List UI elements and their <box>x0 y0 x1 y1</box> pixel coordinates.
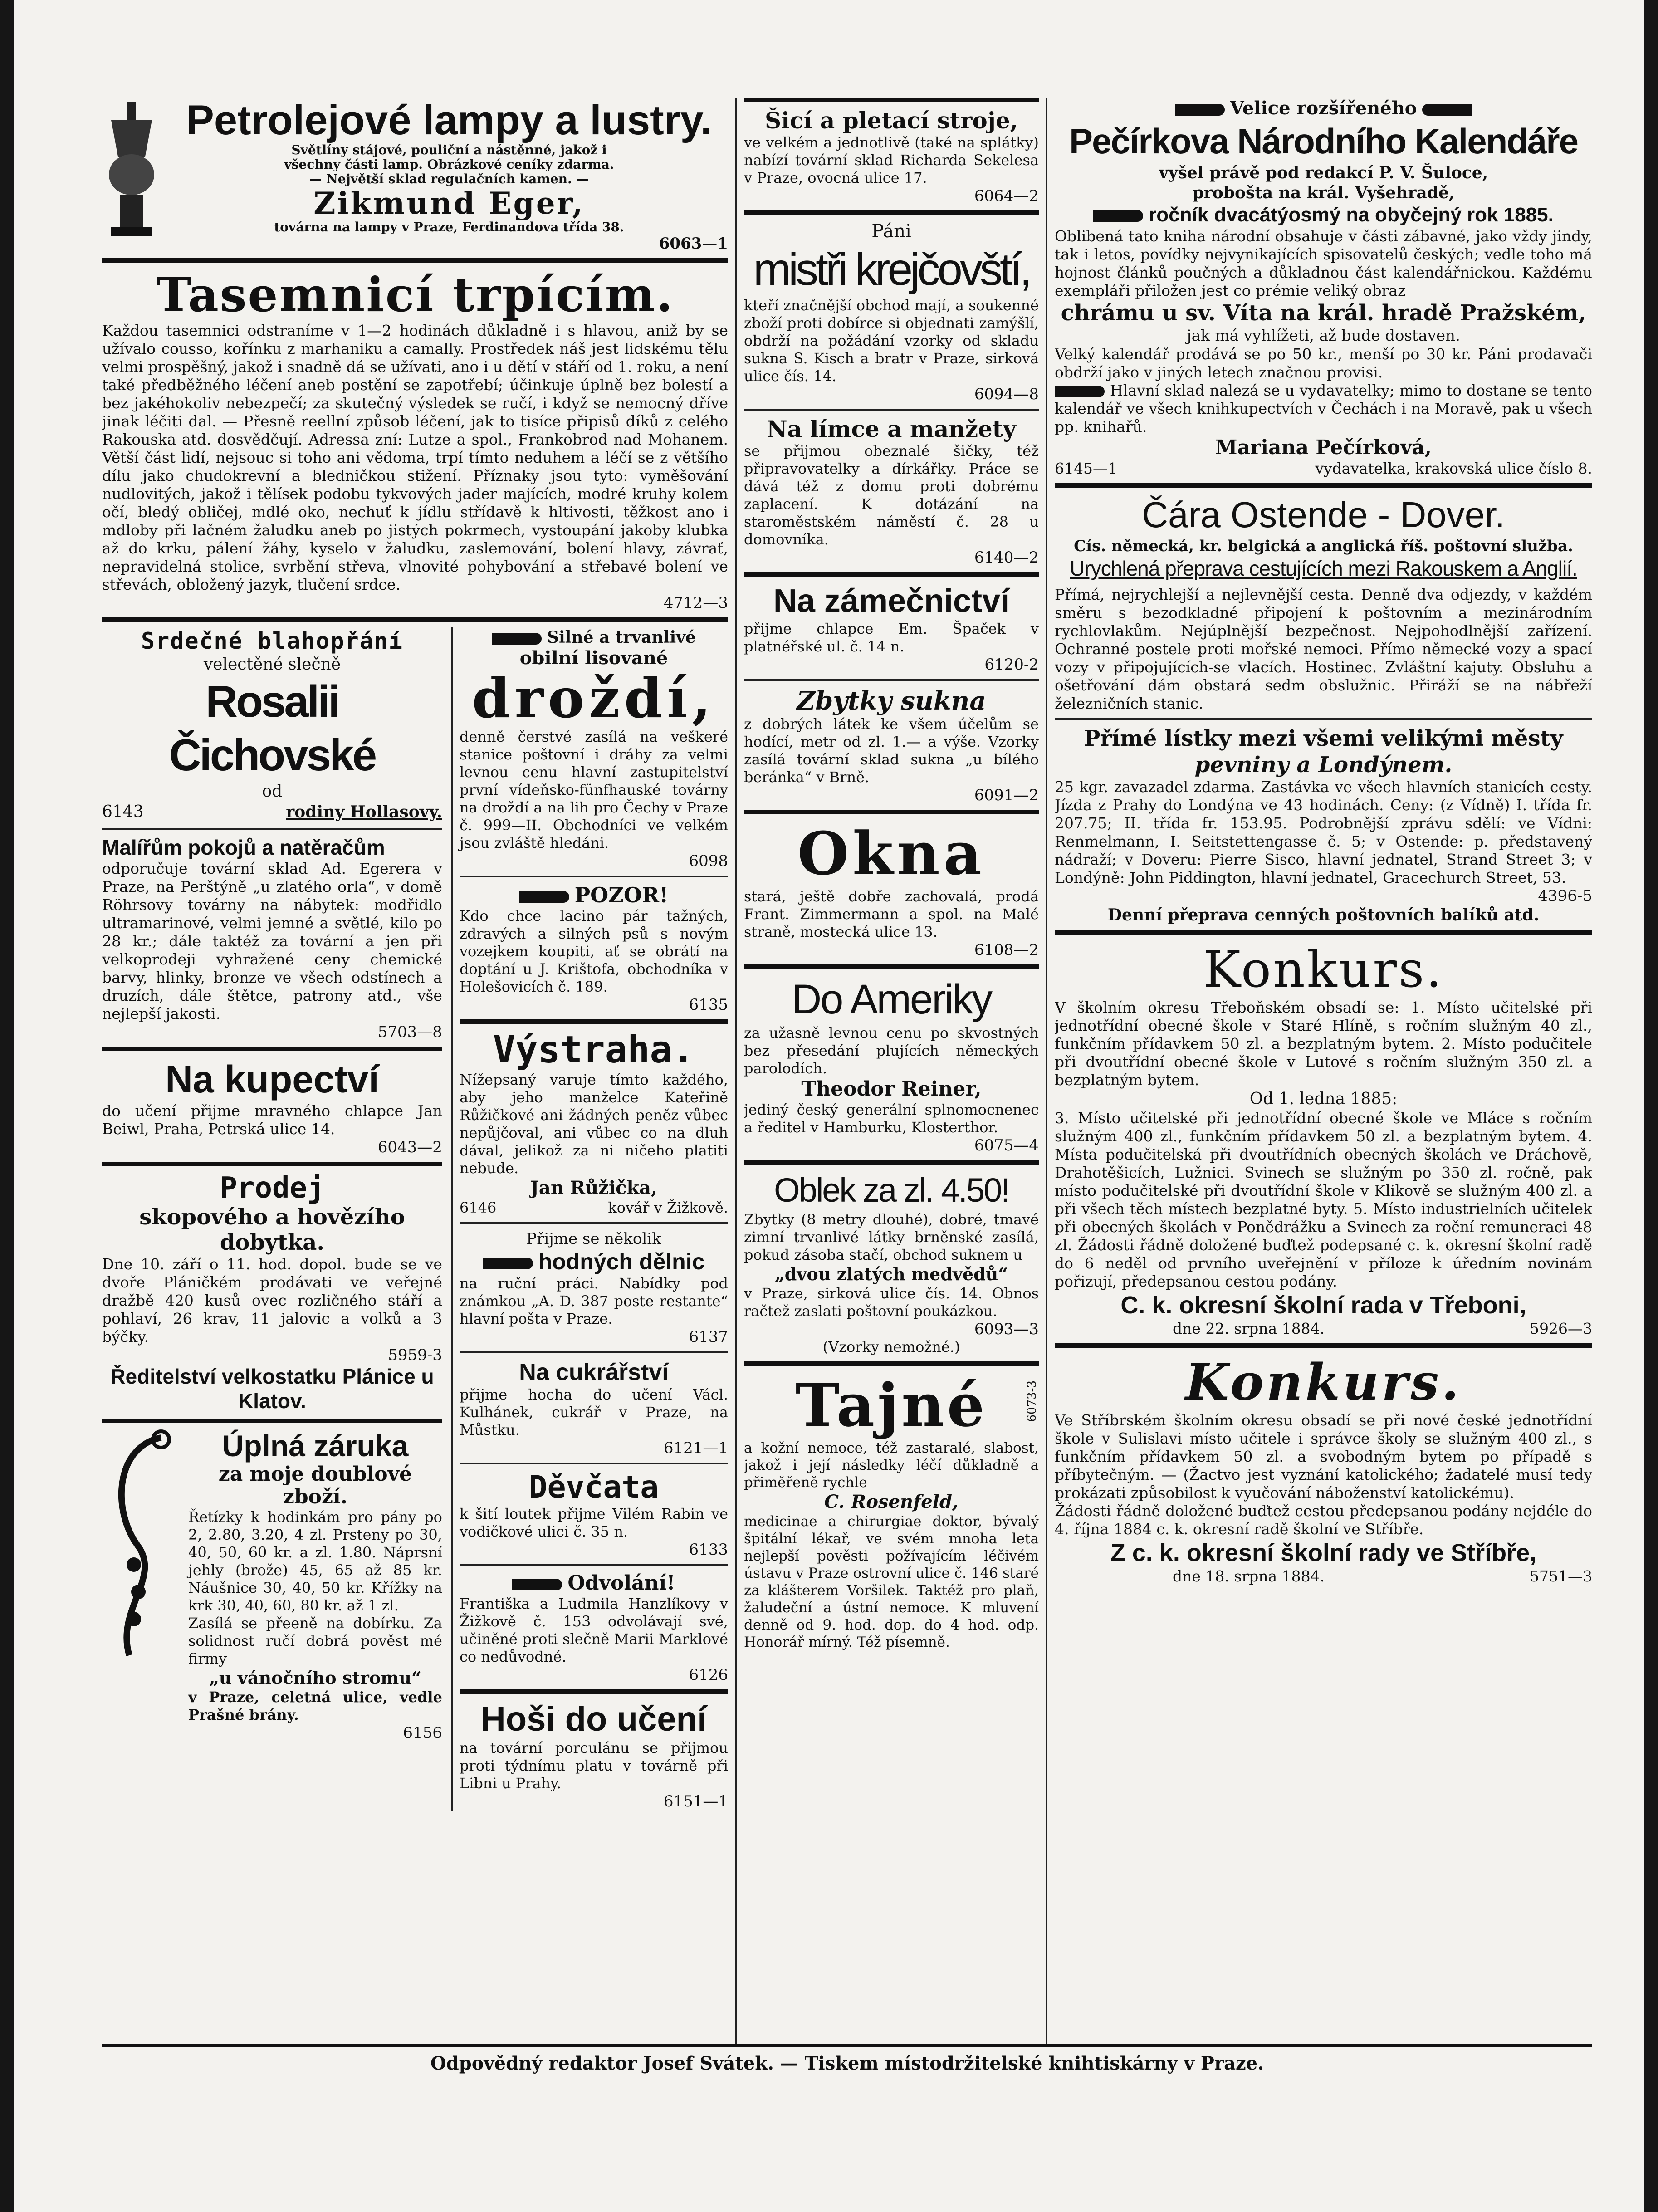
ad-text: Silné a trvanlivé <box>547 628 696 647</box>
ad-body: do učení přijme mravného chlapce Jan Beiwl, Praha, Petrská ulice 14. <box>102 1102 442 1138</box>
ad-body: na tovární porculánu se přijmou proti týdnímu platu v továrně při Libni u Prahy. <box>459 1739 728 1792</box>
pointing-hand-icon <box>1422 104 1472 116</box>
ad-title: Na zámečnictví <box>773 583 1010 619</box>
ad-signature: rodiny Hollasovy. <box>286 803 442 822</box>
ad-body: Františka a Ludmila Hanzlíkovy v Žižkově č. 153 odvolávají své, učiněné proti slečně Marii Marklové co nedůvodné. <box>459 1595 728 1665</box>
ad-body: z dobrých látek ke všem účelům se hodící, metr od zl. 1.— a výše. Vzorky zasílá tovární sklad sukna „u bílého beránka“ v Brně. <box>744 715 1039 786</box>
ad-krejcovsti <box>744 220 1039 403</box>
ad-tasemnice <box>102 268 728 612</box>
pointing-hand-icon <box>1093 210 1143 222</box>
ad-body: stará, ještě dobře zachovalá, prodá Frant. Zimmermann a spol. na Malé straně, mostecká ulice 13. <box>744 888 1039 940</box>
ad-zbytky-sukna <box>744 686 1039 804</box>
ad-text: probošta na král. Vyšehradě, <box>1192 183 1455 202</box>
ad-text: Páni <box>871 221 911 242</box>
ad-name: Theodor Reiner, <box>801 1077 982 1101</box>
ad-title: Šicí a pletací stroje, <box>764 107 1018 134</box>
ad-oblek <box>744 1170 1039 1356</box>
column-rule <box>735 98 737 2046</box>
ad-title: Na kupectví <box>165 1058 379 1101</box>
ad-signature: Z c. k. okresní školní rady ve Stříbře, <box>1110 1539 1537 1566</box>
ad-subtitle: pevniny a Londýnem. <box>1194 752 1453 778</box>
ad-eger <box>102 98 728 253</box>
ad-title: Na cukrářství <box>519 1359 669 1385</box>
ad-title: mistři krejčovští, <box>753 244 1030 295</box>
ad-body: 3. Místo učitelské při jednotřídní obecné škole ve Mláce s ročním služným 400 zl., funkčním přídavkem 50 zl. a bezplatným bytem. 4. Místa podučitelská při dvoutřídních obecných školách ve Dráchově, Drahotěšicích, Lužnici. Svinech se služným po 350 zl. ročně, pak místo podučitelské při dvoutřídní škole v Klikově se služným 400 zl. a při všech těch místech bezplatné byty. 5. Místo industrielních učitelek při obecných školách v Ponědrážku a Svinech za roční remuneraci 48 zl. Žádosti řádně doložené buďtež podepsané c. k. okresní školní radě do 6 neděl od prvního uveřejnění v příloze k úředním novinám pořizují, předepsanou cestou podány. <box>1055 1109 1592 1290</box>
ad-amerika <box>744 974 1039 1155</box>
ad-hosi <box>460 1699 728 1811</box>
column-rule <box>1046 98 1047 2046</box>
ad-text: ročník dvacátýosmý na obyčejný rok 1885. <box>1149 204 1554 226</box>
ad-title: POZOR! <box>574 883 669 907</box>
ad-konkurs-trebon <box>1055 940 1592 1338</box>
ad-zamecnictvi <box>744 582 1039 674</box>
ad-title: Úplná záruka <box>222 1429 409 1463</box>
ad-ref: 6135 <box>689 996 728 1014</box>
ad-kalendar <box>1055 98 1592 478</box>
ad-firm: „u vánočního stromu“ <box>209 1668 421 1688</box>
ad-ref: 4712—3 <box>663 594 728 612</box>
ad-ref: 6075—4 <box>974 1136 1039 1155</box>
divider <box>744 810 1039 814</box>
ad-body: a kožní nemoce, též zastaralé, slabost, jakož i její následky léčí důkladně a přiměřeně rychle <box>744 1440 1039 1491</box>
ad-title: Čára Ostende - Dover. <box>1142 494 1505 535</box>
ad-devcata <box>460 1470 728 1559</box>
divider <box>744 210 1039 215</box>
ad-prodej <box>102 1172 442 1413</box>
ad-note: (Vzorky nemožné.) <box>822 1338 960 1356</box>
ad-text: všechny části lamp. Obrázkové ceníky zdarma. <box>284 157 614 172</box>
ad-name: Jan Růžička, <box>530 1177 657 1199</box>
divider <box>102 1162 442 1166</box>
ad-title: hodných dělnic <box>538 1249 705 1274</box>
pointing-hand-icon <box>483 1258 533 1269</box>
page-edge-left <box>0 0 14 2212</box>
ad-body: V školním okresu Třeboňském obsadí se: 1. Místo učitelské při jednotřídní obecné škole v Staré Hlíně, s ročním služným 40 zl., funkčním přídavkem 50 zl. a bezplatným bytem. 2. Místo podučitele při dvoutřídní obecné škole v Lutové s ročním služným 350 zl. a bezplatným bytem. <box>1055 998 1592 1089</box>
ad-body: se přijmou obeznalé šičky, též připravovatelky a dírkářky. Práce se dává též z domu proti dobrému zaplacení. K dotázání na staroměstském náměstí č. 28 u domovníka. <box>744 442 1039 548</box>
ad-ref: 6143 <box>102 803 144 821</box>
ad-title: Prodej <box>220 1171 325 1205</box>
ad-ref: 6063—1 <box>659 235 728 253</box>
divider <box>460 1351 728 1353</box>
ad-ref: 5959-3 <box>388 1346 442 1364</box>
ad-title: Konkurs. <box>1185 1353 1462 1411</box>
ad-signature: kovář v Žižkově. <box>608 1199 728 1216</box>
ad-title: Do Ameriky <box>791 976 992 1023</box>
divider <box>102 1419 442 1423</box>
ad-title: Okna <box>797 819 986 888</box>
ad-ref: 5751—3 <box>1530 1567 1592 1585</box>
ad-drozdi <box>460 627 728 870</box>
ad-signature: C. k. okresní školní rada v Třeboni, <box>1120 1292 1526 1319</box>
divider <box>460 1689 728 1694</box>
ad-date: dne 22. srpna 1884. <box>1173 1320 1325 1337</box>
ad-body: Kdo chce lacino pár tažných, zdravých a silných psů s novým vozejkem koupiti, ať se obrátí na doptání u J. Krištofa, obchodníka v Holešovicích č. 189. <box>459 907 728 995</box>
ad-konkurs-stribro <box>1055 1353 1592 1586</box>
pointing-hand-icon <box>519 891 569 903</box>
ad-text: obilní lisované <box>519 647 668 669</box>
ad-ref: 6126 <box>689 1666 728 1684</box>
ad-ref: 6043—2 <box>377 1138 442 1156</box>
ad-text: velectěné slečně <box>203 655 341 674</box>
ad-title: droždí, <box>472 666 716 730</box>
divider <box>102 258 728 263</box>
divider <box>460 1564 728 1566</box>
ad-subtitle: Přímé lístky mezi všemi velikými městy <box>1084 726 1563 751</box>
ad-name: Rosalii Čichovské <box>169 676 376 780</box>
ad-text: vyšel právě pod redakcí P. V. Šuloce, <box>1159 163 1488 182</box>
ad-subtitle: za moje doublové zboží. <box>218 1463 412 1508</box>
ad-ref: 6156 <box>403 1724 442 1742</box>
ad-zaruka <box>102 1429 442 1742</box>
ad-limce <box>744 416 1039 567</box>
column-middle <box>744 98 1039 2046</box>
divider <box>1055 930 1592 935</box>
ad-ref: 6064—2 <box>974 187 1039 205</box>
ad-body: Hlavní sklad nalezá se u vydavatelky; mimo to dostane se tento kalendář ve všech knihkupectvích v Čechách i na Moravě, pak u všech pp. knihařů. <box>1055 382 1592 436</box>
column-left <box>102 98 728 2046</box>
ad-ref: 4396-5 <box>1538 887 1592 905</box>
divider <box>460 1019 728 1024</box>
divider <box>460 876 728 877</box>
ad-text: Světlíny stájové, pouliční a nástěnné, jakož i <box>291 142 607 157</box>
ad-body: Nížepsaný varuje tímto každého, aby jeho manželce Kateřině Růžičkové ani žádných peněz vůbec nepůjčoval, ani vůbec co na dluh dával, jelikož za ni ničeho platiti nebude. <box>459 1071 728 1177</box>
ad-title: Výstraha. <box>493 1028 695 1072</box>
ad-body: Dne 10. září o 11. hod. dopol. bude se ve dvoře Pláničkém prodávati ve veřejné dražbě 420 kusů ovec rozličného stáří a pohlaví, 26 krav, 11 jalovic a volků a 3 býčky. <box>102 1255 442 1346</box>
ad-ref: 6121—1 <box>663 1439 728 1457</box>
ad-ref: 6098 <box>689 852 728 870</box>
ad-sici-stroje <box>744 108 1039 205</box>
ad-delnice <box>460 1229 728 1346</box>
divider <box>744 679 1039 681</box>
ad-title: Tasemnicí trpícím. <box>156 267 674 323</box>
ad-pozor <box>460 883 728 1014</box>
ad-body: Žádosti řádně doložené buďtež cestou předepsanou podány nejdéle do 4. října 1884 c. k. okresní radě školní ve Stříbře. <box>1055 1502 1592 1538</box>
page-edge-right <box>1644 0 1658 2212</box>
ad-tajne <box>744 1371 1039 1651</box>
ad-text: — Největší sklad regulačních kamen. — <box>309 171 589 186</box>
ad-body: odporučuje tovární sklad Ad. Egerera v Praze, na Perštýně „u zlatého orla“, v domě Röhrsovy továrny na nábytek: modřidlo ultramarinové, velmi jemné a světlé, kilo po 28 kr.; dále taktéž za tovární a jen při velkoprodeji vyhražené ceny chemické barvy, hlinky, bronze ve všech odstínech a druzích, dále štětce, patrony atd., vše nejlepší jakosti. <box>102 860 442 1023</box>
ad-body: Každou tasemnici odstraníme v 1—2 hodinách důkladně i s hlavou, aniž by se užívalo cousso, kořínku z marhaniku a camally. Prostředek náš jest lidskému tělu velmi prospěšný, jakož i snadně dá se užívati, ano i u dětí v stáří od 1. roku, a není také předběžného léčení aneb postění se zapotřebí; účinkuje úplně bez bolestí a bez jakéhokoliv nebezpečí; za skutečný výsledek se ručí, i když se nemocný dříve jinak léčiti dal. — Přesně reellní způsob léčení, jak to tisíce připisů díků z celého Rakouska atd. dosvědčují. Adressa zní: Lutze a spol., Frankobrod nad Mohanem. Větší část lidí, nejsouc si toho ani vědoma, trpí tímto neduhem a léčí se z většího dílu jako chudokrevní a bledničkou stižení. Příznaky jsou tyto: vyměšování nudlovitých, jakož i tělísek podobu tykvových jader majících, modré kruhy kolem očí, bledý obličej, mdlé oko, nechuť k jídlu střídavě k hltivosti, těžkost ano i mdloby při lačném žaludku aneb po jistých pokrmech, vystoupání jakoby klubka až do krku, pálení žáhy, kyselo v žaludku, zaslemování, bolení hlavy, závrať, nepravidelná stolice, svrbění střeva, vlnovité pohybování a střebavé bolení ve střevách, obložený jazyk, tlučení srdce. <box>102 322 728 593</box>
ad-title: Malířům pokojů a natěračům <box>102 836 385 859</box>
ad-body: na ruční práci. Nabídky pod známkou „A. D. 387 poste restante“ hlavní pošta v Praze. <box>459 1275 728 1327</box>
ad-subtitle: Cís. německá, kr. belgická a anglická říš. poštovní služba. <box>1074 537 1573 555</box>
ad-title: Tajné <box>795 1370 988 1440</box>
ad-ref: 6120-2 <box>984 656 1039 674</box>
ad-body: jediný český generální splnomocnenec a ředitel v Hamburku, Klosterthor. <box>744 1101 1039 1136</box>
ad-ref: 6145—1 <box>1055 460 1117 477</box>
ad-title: Srdečné blahopřání <box>141 628 403 654</box>
ad-blahoprani <box>102 627 442 822</box>
ad-vystraha <box>460 1029 728 1217</box>
ad-body: Řetízky k hodinkám pro pány po 2, 2.80, 3.20, 4 zl. Prsteny po 30, 40, 50, 60 kr. a zl. 1.80. Náprsní jehly (brože) 45, 65 až 85 kr. Náušnice 30, 40, 50 kr. Křížky na krk 30, 40, 60, 80 kr. až 1 zl. <box>188 1508 442 1614</box>
ad-ref: 6073-3 <box>1025 1380 1039 1422</box>
ad-subtitle: chrámu u sv. Víta na král. hradě Pražském, <box>1061 300 1586 326</box>
column-right <box>1055 98 1592 2046</box>
ad-title: Konkurs. <box>1203 940 1444 998</box>
pointing-hand-icon <box>492 633 542 645</box>
divider <box>102 617 728 622</box>
ad-footer: Denní přeprava cenných poštovních balíků atd. <box>1107 905 1540 925</box>
ad-ostende-dover <box>1055 493 1592 925</box>
ad-text: jak má vyhlížeti, až bude dostaven. <box>1187 327 1460 345</box>
ad-address: v Praze, celetná ulice, vedle Prašné brány. <box>188 1688 442 1723</box>
divider <box>460 1222 728 1224</box>
ad-body: k šití loutek přijme Vilém Rabin ve vodičkové ulici č. 35 n. <box>459 1505 728 1540</box>
divider <box>460 1463 728 1464</box>
divider <box>102 828 442 830</box>
ad-title: Děvčata <box>528 1469 659 1505</box>
ad-date: dne 18. srpna 1884. <box>1173 1567 1325 1585</box>
ad-name: Zikmund Eger, <box>313 186 585 221</box>
ad-subtitle: skopového a hovězího dobytka. <box>139 1204 405 1255</box>
ad-body: přijme hocha do učení Václ. Kulhánek, cukrář v Praze, na Můstku. <box>459 1386 728 1439</box>
pointing-hand-icon <box>1175 104 1225 116</box>
divider <box>1055 1343 1592 1348</box>
ad-ref: 5926—3 <box>1530 1320 1592 1337</box>
ad-signature: Ředitelství velkostatku Plánice u Klatov. <box>110 1365 434 1413</box>
divider <box>1055 483 1592 488</box>
ad-title: Pečírkova Národního Kalendáře <box>1069 121 1578 161</box>
pointing-hand-icon <box>1055 386 1105 397</box>
ad-ref: 6133 <box>689 1541 728 1559</box>
ad-address: továrna na lampy v Praze, Ferdinandova třída 38. <box>274 220 624 235</box>
ad-ref: 6146 <box>459 1199 497 1216</box>
lamp-illustration <box>102 102 161 238</box>
ad-text: Velice rozšířeného <box>1230 98 1417 119</box>
ad-title: Petrolejové lampy a lustry. <box>186 98 712 143</box>
ad-ref: 5703—8 <box>377 1023 442 1041</box>
ad-body: Přímá, nejrychlejší a nejlevnější cesta. Denně dva odjezdy, v každém směru s bezodkladné připojení k poštovním a mezinárodním rychlovlakům. Nejúplnější bezpečnost. Nejpohodlnější zařízení. Ochranné postele proti mořské nemoci. Přímo německé vozy a spací vozy v připojujících-se vlacích. Hostinec. Zvláštní kajuty. Obsluhu a ošetřování dám obstará sedm obslužnic. Přiráží se na nábřeží železničních stanic. <box>1055 586 1592 712</box>
ad-ref: 6140—2 <box>974 548 1039 567</box>
divider <box>744 572 1039 577</box>
ad-body: medicinae a chirurgiae doktor, bývalý špitální lékař, ve svém mnoha leta nejlepší pověsti požívajícím léčivém ústavu v Praze ostrovní ulice č. 146 staré za klášterem Voršilek. Taktéž pro plaň, žaludeční a ústní nemoce. K mluvení denně od 9. hod. dop. do 4 hod. odp. Honorář mírný. Též písemně. <box>744 1513 1039 1650</box>
divider <box>744 1160 1039 1165</box>
ad-subtitle: Urychlená přeprava cestujících mezi Rakouskem a Anglií. <box>1070 557 1577 580</box>
ad-ref: 6091—2 <box>974 786 1039 804</box>
ad-odvolani <box>460 1571 728 1684</box>
divider <box>744 964 1039 969</box>
imprint-footer: Odpovědný redaktor Josef Svátek. — Tiskem místodržitelské knihtiskárny v Praze. <box>430 2053 1264 2074</box>
ad-body: za užasně levnou cenu po skvostných bez přesedání plujících německých parolodích. <box>744 1024 1039 1077</box>
ad-body: Ve Stříbrském školním okresu obsadí se při nové české jednotřídní škole v Sulislavi místo učitele i správce školy se služným 400 zl., s funkčním přídavkem 50 zl. a svobodným bytem po případě s příbytečným. — (Žactvo jest vyznání katolického; žadatelé musí tedy prokázati způsobilost k vyučování náboženství katolickému). <box>1055 1411 1592 1502</box>
watch-chain-illustration <box>102 1429 179 1664</box>
ad-ref: 6137 <box>689 1328 728 1346</box>
ad-body: Velký kalendář prodává se po 50 kr., menší po 30 kr. Páni prodavači obdrží jako v jiných letech značnou provisi. <box>1055 345 1592 381</box>
ad-text: od <box>262 782 283 801</box>
ad-body: Zbytky (8 metry dlouhé), dobré, tmavé zimní trvanlivé látky brněnské zasílá, pokud zásoba stačí, obchod suknem u <box>744 1211 1039 1263</box>
ad-name: C. Rosenfeld, <box>824 1491 959 1512</box>
ad-ref: 6093—3 <box>974 1320 1039 1338</box>
pointing-hand-icon <box>512 1579 562 1590</box>
ad-body: ve velkém a jednotlivě (také na splátky) nabízí tovární sklad Richarda Sekelesa v Praze, ovocná ulice 17. <box>744 134 1039 186</box>
divider <box>744 1361 1039 1366</box>
ad-firm: „dvou zlatých medvědů“ <box>774 1264 1008 1284</box>
ad-title: Na límce a manžety <box>767 416 1016 442</box>
ad-name: Mariana Pečírková, <box>1215 436 1432 459</box>
divider <box>744 98 1039 102</box>
footer-rule <box>102 2044 1592 2047</box>
ad-title: Oblek za zl. 4.50! <box>774 1171 1009 1209</box>
ad-cukrarstvi <box>460 1359 728 1457</box>
ad-body: Zasílá se přeeně na dobírku. Za solidnost ručí dobrá pověst mé firmy <box>188 1615 442 1667</box>
ad-kupectvi <box>102 1057 442 1156</box>
ad-body: přijme chlapce Em. Špaček v platnéřské ul. č. 14 n. <box>744 620 1039 655</box>
ad-title: Hoši do učení <box>480 1700 707 1738</box>
ad-title: Zbytky sukna <box>797 686 986 716</box>
ad-body: kteří značnější obchod mají, a soukenné zboží proti dobírce si objednati zamýšlí, obdrží na požádání vzorky od skladu sukna S. Kisch a bratr v Praze, sirková ulice čís. 14. <box>744 297 1039 385</box>
ad-body: denně čerstvé zasílá na veškeré stanice poštovní i dráhy za velmi levnou cenu hlavní zastupitelství první vídeňsko-fünfhauské továrny na droždí a na lih pro Čechy v Praze č. 999—II. Obchodníci ve velkém jsou zvláště hledáni. <box>459 728 728 852</box>
divider <box>102 1047 442 1051</box>
ad-okna <box>744 820 1039 959</box>
ad-ref: 6108—2 <box>974 941 1039 959</box>
ad-title: Odvolání! <box>567 1571 675 1595</box>
divider <box>1055 718 1592 720</box>
ad-body: 25 kgr. zavazadel zdarma. Zastávka ve všech hlavních stanicích cesty. Jízda z Prahy do Londýna ve 43 hodinách. Ceny: (z Vídně) I. třída fr. 207.75; II. třída fr. 153.95. Podrobnější zprávu sdělí: ve Vídni: Renmelmann, I. Seitstettengasse č. 5; v Ostende: p. představený nádraží; v Doveru: Pierre Sisco, hlavní jednatel, Strand Street 3; v Londýně: John Piddington, hlavní jednatel, Gracechurch Street, 53. <box>1055 778 1592 886</box>
ad-malirum <box>102 835 442 1041</box>
ad-ref: 6151—1 <box>663 1792 728 1811</box>
ad-text: Přijme se několik <box>526 1230 661 1248</box>
ad-text: Od 1. ledna 1885: <box>1249 1090 1398 1108</box>
divider <box>744 409 1039 411</box>
ad-signature: vydavatelka, krakovská ulice číslo 8. <box>1315 460 1592 477</box>
ad-body: Oblibená tato kniha národní obsahuje v části zábavné, jako vždy jindy, tak i letos, povídky nejvynikajících spisovatelů českých; vedle toho má hojnost článků poučných a důkladnou část kalendářnickou. Každému exempláři přiložen jest co prémie veliký obraz <box>1055 227 1592 299</box>
ad-body: v Praze, sirková ulice čís. 14. Obnos račtež zaslati poštovní poukázkou. <box>744 1285 1039 1320</box>
ad-ref: 6094—8 <box>974 385 1039 403</box>
